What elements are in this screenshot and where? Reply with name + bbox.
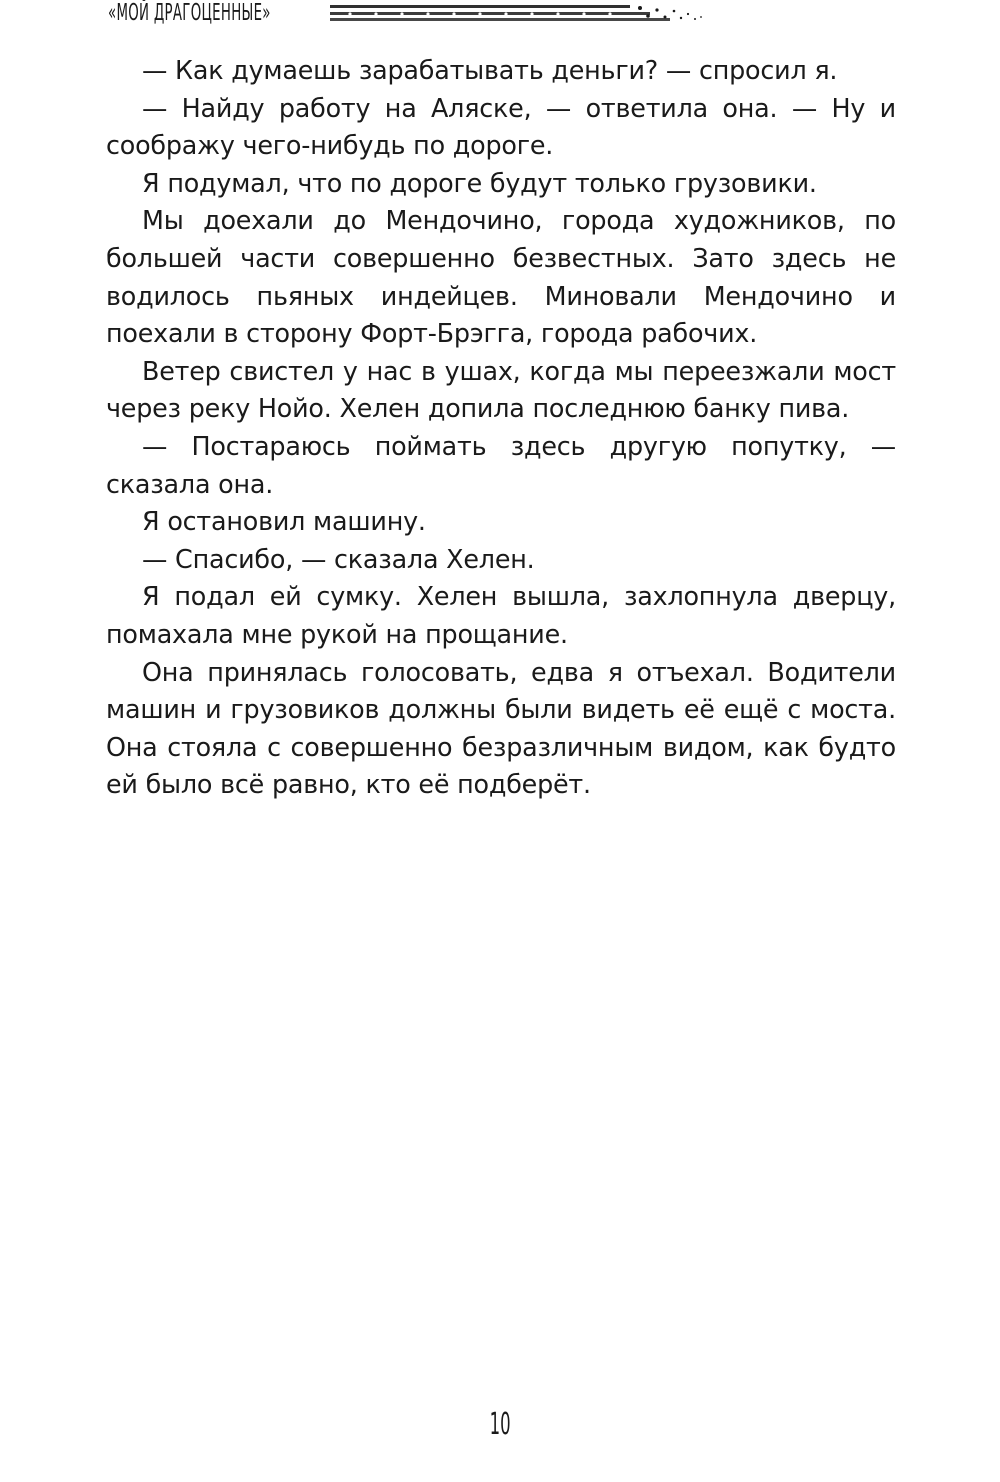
paragraph: Я остановил машину. xyxy=(142,506,426,537)
running-title: «МОЙ ДРАГОЦЕННЫЕ» xyxy=(108,0,271,26)
paragraph: — Постараюсь поймать здесь другую попутку, — сказала она. xyxy=(106,430,896,499)
header-ornament xyxy=(330,2,705,24)
paragraph: — Найду работу на Аляске, — ответила она. — Ну и соображу чего-нибудь по дороге. xyxy=(106,92,896,161)
paragraph: Мы доехали до Мендочино, города художников, по большей части совершенно безвестных. Зато здесь не водилось пьяных индейцев. Миновали Мендочино и поехали в сторону Форт-Брэгга, города рабочих. xyxy=(106,205,896,349)
paragraph: Она принялась голосовать, едва я отъехал. Водители машин и грузовиков должны были видеть её ещё с моста. Она стояла с совершенно безразличным видом, как будто ей было всё равно, кто её подберёт. xyxy=(106,656,896,800)
page-body xyxy=(106,52,896,804)
page-number-area xyxy=(0,1407,1000,1442)
paragraph: Ветер свистел у нас в ушах, когда мы переезжали мост через реку Нойо. Хелен допила последнюю банку пива. xyxy=(106,355,896,424)
paragraph: Я подал ей сумку. Хелен вышла, захлопнула дверцу, помахала мне рукой на прощание. xyxy=(106,581,896,649)
paragraph: — Спасибо, — сказала Хелен. xyxy=(142,543,535,574)
page-number: 10 xyxy=(489,1407,511,1442)
paragraph: Я подумал, что по дороге будут только грузовики. xyxy=(142,167,817,198)
paragraph: — Как думаешь зарабатывать деньги? — спросил я. xyxy=(142,55,838,85)
